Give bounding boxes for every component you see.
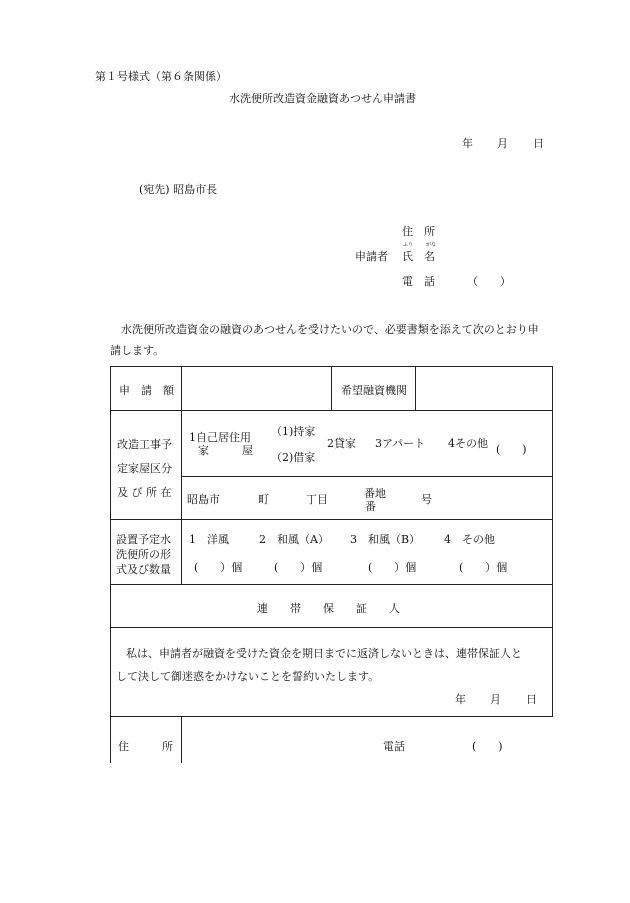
toilet-count-4[interactable]: ( ）個: [459, 561, 508, 574]
category-rented[interactable]: （2)借家: [271, 451, 316, 464]
addressee: (宛先) 昭島市長: [139, 183, 218, 196]
pledge-line2: して決して御迷惑をかけないことを誓約いたします。: [116, 670, 380, 683]
toilet-type-other: 4 その他: [444, 533, 495, 546]
category-self-residence[interactable]: 1自己居住用: [189, 431, 251, 444]
guarantor-address-label: 住 所: [118, 740, 173, 753]
applicant-name-label: 氏 名: [402, 250, 435, 263]
house-category-label-3: 及 び 所 在: [117, 486, 172, 499]
toilet-type-japanese-b: 3 和風（B）: [350, 533, 421, 546]
toilet-count-3[interactable]: ( ）個: [368, 561, 417, 574]
pledge-day: 日: [526, 693, 537, 706]
application-table: [110, 366, 553, 763]
category-apartment[interactable]: 3アパート: [375, 437, 426, 450]
location-banchi-1: 番地: [364, 487, 386, 500]
location-chome: 丁目: [306, 493, 328, 506]
name-ruby-1: ふり: [403, 242, 414, 248]
category-other-paren[interactable]: ( ): [496, 443, 527, 456]
date-year: 年: [462, 137, 473, 150]
house-category-label-1: 改造工事予: [117, 438, 172, 451]
bank-input[interactable]: [420, 370, 548, 406]
applicant-phone-parens: （ ）: [467, 275, 511, 288]
toilet-label-3: 式及び数量: [116, 563, 171, 576]
body-text-line2: 請します。: [110, 344, 165, 357]
guarantor-phone-parens[interactable]: ( ): [472, 740, 503, 753]
form-title: 水洗便所改造資金融資あつせん申請書: [229, 92, 416, 105]
pledge-line1: 私は、申請者が融資を受けた資金を期日までに返済しないときは、連帯保証人と: [126, 647, 522, 660]
date-day: 日: [533, 137, 544, 150]
form-number: 第１号様式（第６条関係）: [95, 70, 227, 83]
category-self-residence-2: 家 屋: [198, 444, 253, 457]
pledge-year: 年: [455, 693, 466, 706]
toilet-type-japanese-a: 2 和風（A）: [259, 533, 329, 546]
amount-label: 申 請 額: [119, 384, 174, 397]
applicant-address-label: 住 所: [402, 225, 435, 238]
toilet-label-1: 設置予定水: [116, 533, 171, 546]
guarantor-heading: 連 帯 保 証 人: [257, 602, 400, 615]
category-other[interactable]: 4その他: [448, 437, 488, 450]
toilet-type-western: 1 洋風: [189, 533, 229, 546]
location-town: 町: [258, 493, 269, 506]
toilet-count-2[interactable]: ( ）個: [274, 561, 323, 574]
category-rental[interactable]: 2貸家: [327, 437, 356, 450]
guarantor-phone-label: 電話: [383, 740, 405, 753]
category-owned[interactable]: （1)持家: [271, 425, 316, 438]
house-category-label-2: 定家屋区分: [117, 462, 172, 475]
name-ruby-2: がな: [426, 242, 437, 248]
bank-label: 希望融資機関: [341, 384, 407, 397]
location-banchi-2: 番: [365, 500, 376, 513]
body-text-line1: 水洗便所改造資金の融資のあつせんを受けたいので、必要書類を添えて次のとおり申: [121, 323, 539, 336]
pledge-month: 月: [490, 693, 501, 706]
location-city: 昭島市: [187, 493, 220, 506]
amount-input[interactable]: [186, 370, 326, 406]
date-month: 月: [497, 137, 508, 150]
toilet-label-2: 洗便所の形: [116, 548, 171, 561]
applicant-phone-label: 電 話: [402, 275, 435, 288]
applicant-label: 申請者: [355, 250, 388, 263]
toilet-count-1[interactable]: ( ）個: [194, 561, 243, 574]
location-go: 号: [421, 493, 432, 506]
